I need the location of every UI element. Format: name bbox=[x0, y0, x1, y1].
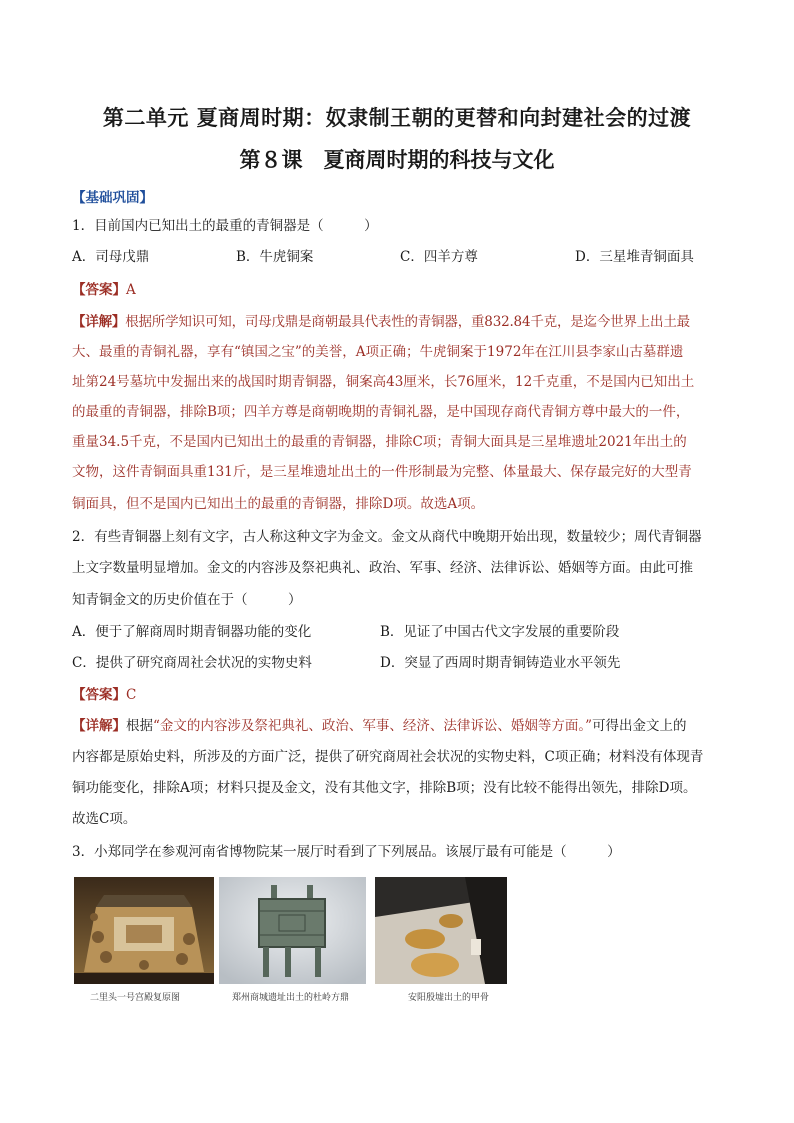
detail-quote: “金文的内容涉及祭祀典礼、政治、军事、经济、法律诉讼、婚姻等方面。” bbox=[153, 718, 593, 734]
q1-stem: 1．目前国内已知出土的最重的青铜器是（ ） bbox=[72, 218, 378, 234]
q1-detail-line: 址第24号墓坑中发掘出来的战国时期青铜器，铜案高43厘米，长76厘米，12千克重，不是国内已知出土 bbox=[72, 374, 695, 390]
q3-stem: 3．小郑同学在参观河南省博物院某一展厅时看到了下列展品。该展厅最有可能是（ ） bbox=[72, 844, 621, 860]
answer-value: A bbox=[126, 282, 136, 298]
detail-tag: 【详解】 bbox=[72, 314, 126, 330]
answer-tag: 【答案】 bbox=[72, 282, 126, 298]
q2-stem-line: 2．有些青铜器上刻有文字，古人称这种文字为金文。金文从商代中晚期开始出现，数量较少；周代青铜器 bbox=[72, 529, 702, 545]
q1-detail-line: 铜面具，但不是国内已知出土的最重的青铜器，排除D项。故选A项。 bbox=[72, 496, 485, 512]
q2-answer bbox=[72, 685, 732, 705]
q1-option-a: A．司母戊鼎 bbox=[72, 249, 150, 265]
q2-detail-line: 故选C项。 bbox=[72, 811, 137, 827]
section-label: 【基础巩固】 bbox=[72, 190, 153, 206]
photo-caption: 郑州商城遗址出土的杜岭方鼎 bbox=[232, 993, 350, 1003]
oracle-bones-photo bbox=[375, 877, 507, 984]
q1-option-c: C．四羊方尊 bbox=[400, 249, 478, 265]
palace-model-photo bbox=[74, 877, 214, 984]
q1-answer bbox=[72, 280, 732, 300]
q2-option-d: D．突显了西周时期青铜铸造业水平领先 bbox=[380, 655, 621, 671]
photo-caption: 安阳殷墟出土的甲骨 bbox=[408, 993, 490, 1003]
answer-tag: 【答案】 bbox=[72, 687, 126, 703]
q2-stem-line: 上文字数量明显增加。金文的内容涉及祭祀典礼、政治、军事、经济、法律诉讼、婚姻等方面。由此可推 bbox=[72, 560, 693, 576]
q1-detail-line: 大、最重的青铜礼器，享有“镇国之宝”的美誉，A项正确；牛虎铜案于1972年在江川县李家山古墓群遗 bbox=[72, 344, 684, 360]
q2-detail-line: 内容都是原始史料，所涉及的方面广泛，提供了研究商周社会状况的实物史料，C项正确；材料没有体现青 bbox=[72, 749, 704, 765]
answer-value: C bbox=[126, 687, 137, 703]
detail-tag: 【详解】 bbox=[72, 718, 126, 734]
q1-detail-line: 【详解】根据所学知识可知，司母戊鼎是商朝最具代表性的青铜器，重832.84千克，是迄今世界上出土最 bbox=[72, 314, 690, 330]
q2-detail-line: 铜功能变化，排除A项；材料只提及金文，没有其他文字，排除B项；没有比较不能得出领先，排除D项。 bbox=[72, 780, 697, 796]
q2-option-b: B．见证了中国古代文字发展的重要阶段 bbox=[380, 624, 620, 640]
q2-stem-line: 知青铜金文的历史价值在于（ ） bbox=[72, 592, 302, 608]
unit-title: 第二单元 夏商周时期：奴隶制王朝的更替和向封建社会的过渡 bbox=[102, 106, 692, 130]
q1-option-b: B．牛虎铜案 bbox=[236, 249, 314, 265]
photo-caption: 二里头一号宫殿复原图 bbox=[90, 993, 181, 1003]
q2-option-c: C．提供了研究商周社会状况的实物史料 bbox=[72, 655, 312, 671]
bronze-ding-photo bbox=[219, 877, 366, 984]
q1-option-d: D．三星堆青铜面具 bbox=[575, 249, 694, 265]
q1-detail-line: 文物，这件青铜面具重131斤，是三星堆遗址出土的一件形制最为完整、体量最大、保存最完好的大型青 bbox=[72, 464, 692, 480]
q2-option-a: A．便于了解商周时期青铜器功能的变化 bbox=[72, 624, 312, 640]
q1-detail-line: 重量34.5千克，不是国内已知出土的最重的青铜器，排除C项；青铜大面具是三星堆遗址2021年出土的 bbox=[72, 434, 687, 450]
q2-detail-line: 【详解】根据“金文的内容涉及祭祀典礼、政治、军事、经济、法律诉讼、婚姻等方面。”可得出金文上的 bbox=[72, 718, 687, 734]
lesson-title: 第８课 夏商周时期的科技与文化 bbox=[239, 148, 555, 172]
q1-detail-line: 的最重的青铜器，排除B项；四羊方尊是商朝晚期的青铜礼器，是中国现存商代青铜方尊中最大的一件， bbox=[72, 404, 690, 420]
